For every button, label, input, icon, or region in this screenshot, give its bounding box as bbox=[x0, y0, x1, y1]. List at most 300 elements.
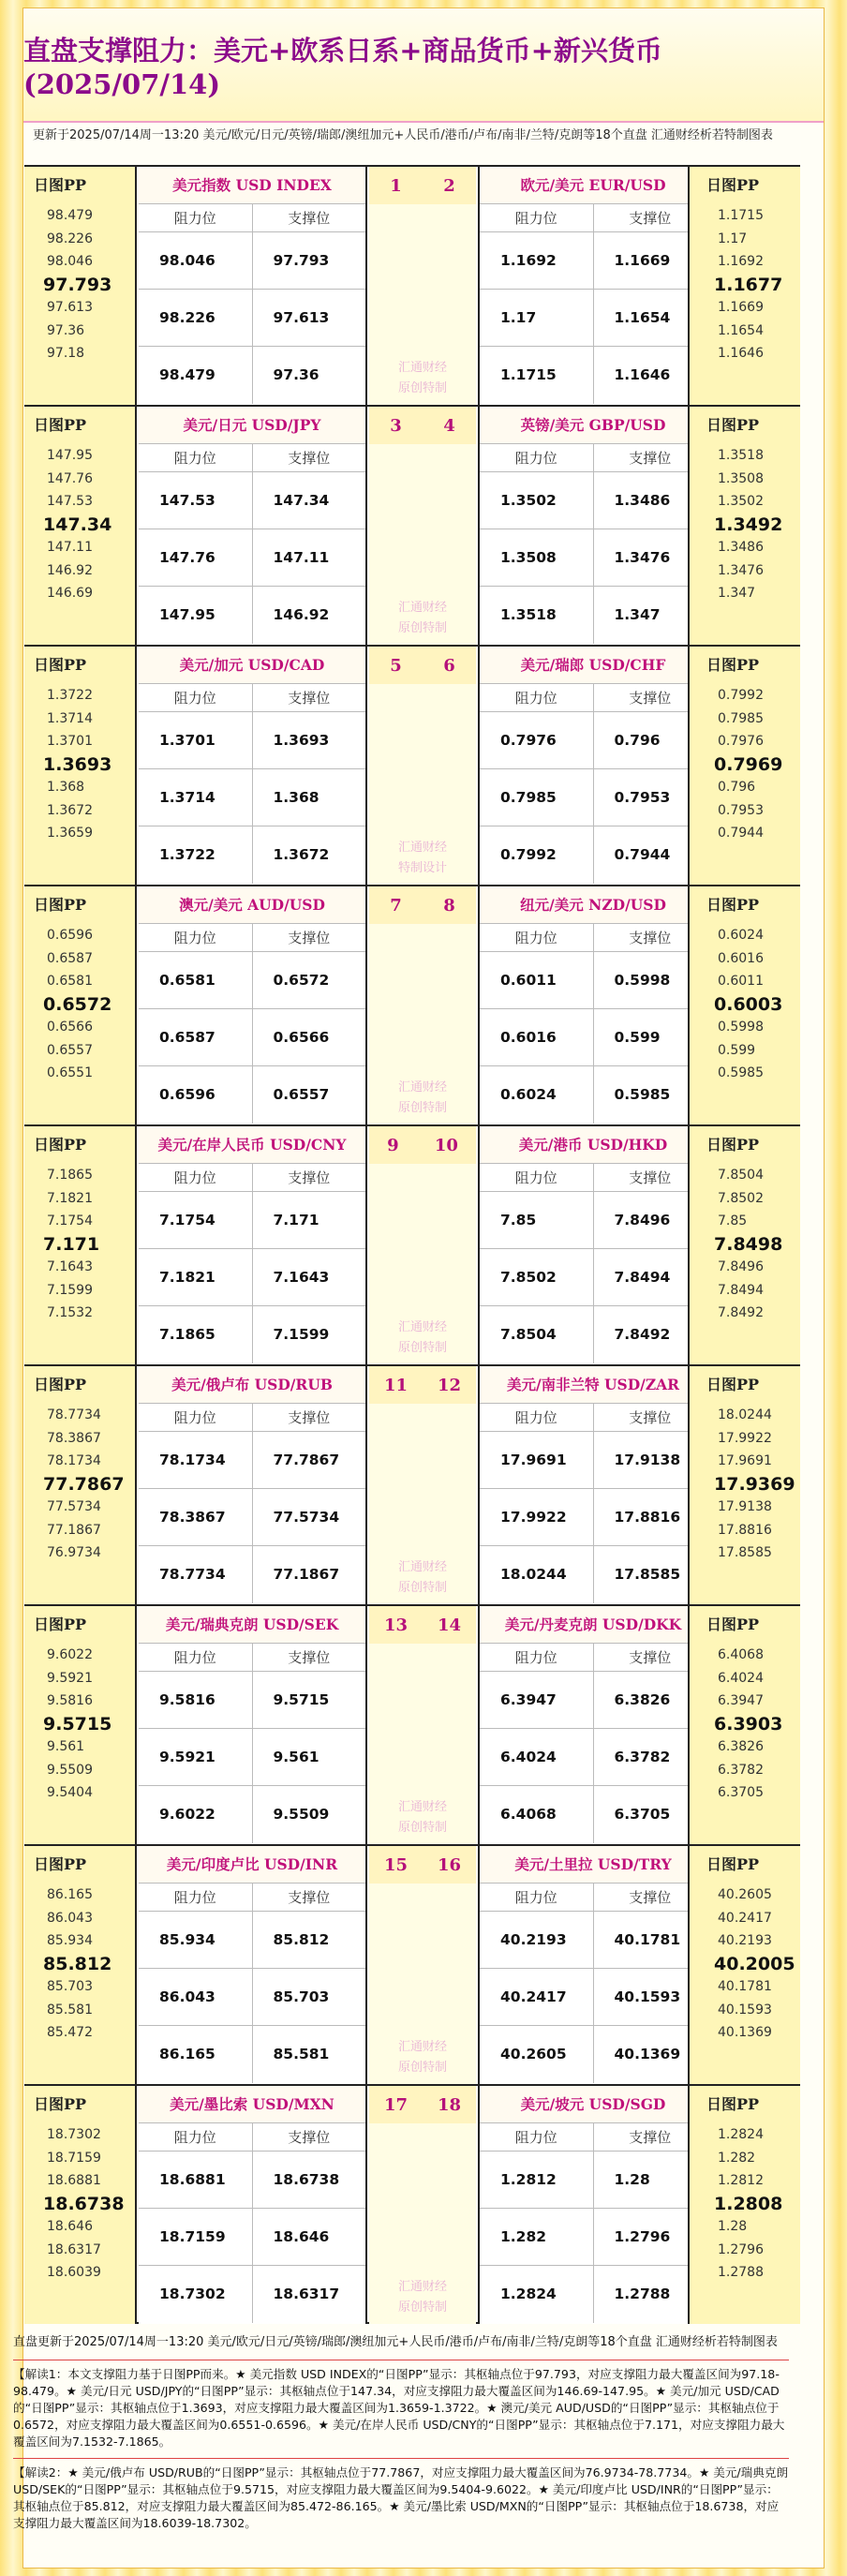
resistance-value: 0.6587 bbox=[139, 1009, 253, 1065]
support-value: 0.5998 bbox=[614, 972, 671, 989]
table-row bbox=[480, 472, 706, 529]
pair-name: 美元/港币 USD/HKD bbox=[480, 1126, 706, 1164]
support-value: 1.3486 bbox=[614, 492, 671, 509]
column-headers bbox=[139, 2123, 365, 2152]
pp-column-left bbox=[24, 167, 137, 405]
pp-header: 日图PP bbox=[34, 1136, 87, 1154]
table-row bbox=[139, 712, 365, 769]
pp-header: 日图PP bbox=[34, 1855, 87, 1873]
left-number: 17 bbox=[383, 2094, 409, 2115]
table-row bbox=[480, 529, 706, 587]
pp-column-right bbox=[688, 407, 800, 645]
resistance-header: 阻力位 bbox=[139, 204, 253, 231]
resistance-value: 1.2812 bbox=[480, 2152, 594, 2208]
pp-level: 0.6011 bbox=[718, 974, 764, 989]
support-value: 77.5734 bbox=[273, 1509, 340, 1526]
pp-level: 18.646 bbox=[47, 2219, 93, 2234]
pp-level: 7.8502 bbox=[718, 1190, 764, 1206]
update-note: 更新于2025/07/14周一13:20 美元/欧元/日元/英镑/瑞郎/澳纽加元+人民币/港币/卢布/南非/兰特/克朗等18个直盘 汇通财经析若特制图表 bbox=[33, 128, 773, 142]
pp-column-right bbox=[688, 886, 800, 1124]
watermark-line: 汇通财经 bbox=[397, 601, 447, 615]
support-value: 7.8494 bbox=[614, 1269, 671, 1286]
support-value: 7.1643 bbox=[273, 1269, 330, 1286]
resistance-header: 阻力位 bbox=[480, 204, 594, 231]
support-value: 1.28 bbox=[614, 2171, 650, 2188]
support-value: 77.7867 bbox=[273, 1452, 340, 1468]
pp-level: 9.561 bbox=[47, 1739, 85, 1754]
block-numbers bbox=[369, 167, 476, 204]
table-row bbox=[139, 1786, 365, 1843]
pp-level: 9.5509 bbox=[47, 1762, 93, 1778]
pp-level: 0.5998 bbox=[718, 1020, 764, 1035]
column-headers bbox=[480, 684, 706, 712]
pp-level: 0.6551 bbox=[47, 1065, 93, 1080]
resistance-header: 阻力位 bbox=[139, 684, 253, 711]
pp-header: 日图PP bbox=[34, 656, 87, 674]
pivot-value: 0.6572 bbox=[43, 993, 112, 1015]
support-value: 147.11 bbox=[273, 549, 330, 566]
support-value: 6.3826 bbox=[614, 1691, 671, 1708]
table-row bbox=[480, 952, 706, 1009]
support-value: 85.703 bbox=[273, 1988, 330, 2005]
table-row bbox=[480, 2266, 706, 2323]
resistance-value: 147.76 bbox=[139, 529, 253, 586]
resistance-value: 0.6016 bbox=[480, 1009, 594, 1065]
pp-header: 日图PP bbox=[34, 896, 87, 914]
pp-level: 9.6022 bbox=[47, 1647, 93, 1662]
resistance-value: 18.7159 bbox=[139, 2209, 253, 2265]
column-headers bbox=[139, 1404, 365, 1432]
pp-header: 日图PP bbox=[34, 176, 87, 194]
pair-name: 美元/瑞郎 USD/CHF bbox=[480, 647, 706, 684]
support-value: 1.368 bbox=[273, 789, 319, 806]
support-value: 147.34 bbox=[273, 492, 330, 509]
table-row bbox=[480, 1009, 706, 1066]
pp-level: 1.2788 bbox=[718, 2265, 764, 2280]
pp-level: 18.7302 bbox=[47, 2127, 101, 2142]
pp-level: 97.36 bbox=[47, 322, 85, 338]
pp-level: 40.2605 bbox=[718, 1887, 772, 1902]
resistance-value: 9.5816 bbox=[139, 1672, 253, 1728]
pp-level: 1.3518 bbox=[718, 448, 764, 463]
support-header: 支撑位 bbox=[288, 1169, 331, 1186]
table-row bbox=[139, 1192, 365, 1249]
pivot-value: 77.7867 bbox=[43, 1473, 125, 1495]
pair-name: 美元/俄卢布 USD/RUB bbox=[139, 1366, 365, 1404]
table-row bbox=[480, 769, 706, 826]
table-row bbox=[480, 1489, 706, 1546]
resistance-value: 1.3508 bbox=[480, 529, 594, 586]
pair-table-left bbox=[139, 1846, 367, 2084]
column-headers bbox=[480, 1644, 706, 1672]
support-header: 支撑位 bbox=[288, 930, 331, 946]
support-value: 0.6557 bbox=[273, 1086, 330, 1103]
resistance-value: 18.0244 bbox=[480, 1546, 594, 1603]
pair-name: 美元/印度卢比 USD/INR bbox=[139, 1846, 365, 1884]
pp-header: 日图PP bbox=[34, 1376, 87, 1393]
table-row bbox=[480, 1066, 706, 1124]
left-number: 3 bbox=[390, 415, 402, 436]
table-row bbox=[139, 1432, 365, 1489]
pp-level: 7.1599 bbox=[47, 1282, 93, 1298]
resistance-header: 阻力位 bbox=[480, 1884, 594, 1911]
pp-level: 98.046 bbox=[47, 254, 93, 269]
resistance-value: 86.165 bbox=[139, 2026, 253, 2083]
pp-level: 17.8816 bbox=[718, 1522, 772, 1538]
pp-level: 18.7159 bbox=[47, 2150, 101, 2166]
pair-name: 欧元/美元 EUR/USD bbox=[480, 167, 706, 204]
right-number: 8 bbox=[443, 895, 455, 916]
pivot-value: 147.34 bbox=[43, 514, 112, 535]
pair-table-left bbox=[139, 2086, 367, 2324]
support-value: 1.2796 bbox=[614, 2228, 671, 2245]
support-value: 17.9138 bbox=[614, 1452, 681, 1468]
pair-table-left bbox=[139, 886, 367, 1124]
pp-level: 1.282 bbox=[718, 2150, 756, 2166]
table-row bbox=[139, 2152, 365, 2209]
pp-level: 0.7976 bbox=[718, 734, 764, 749]
pp-column-right bbox=[688, 1366, 800, 1604]
pp-level: 1.3722 bbox=[47, 688, 93, 703]
table-row bbox=[139, 290, 365, 347]
resistance-value: 7.1865 bbox=[139, 1306, 253, 1363]
support-value: 40.1781 bbox=[614, 1931, 681, 1948]
table-row bbox=[139, 1969, 365, 2026]
support-header: 支撑位 bbox=[629, 690, 672, 707]
table-row bbox=[480, 1432, 706, 1489]
resistance-value: 18.7302 bbox=[139, 2266, 253, 2323]
pp-level: 0.599 bbox=[718, 1042, 756, 1058]
resistance-value: 0.7985 bbox=[480, 769, 594, 826]
resistance-value: 1.3722 bbox=[139, 826, 253, 884]
resistance-header: 阻力位 bbox=[139, 1404, 253, 1431]
left-number: 7 bbox=[390, 895, 402, 916]
support-value: 1.3672 bbox=[273, 846, 330, 863]
table-row bbox=[480, 1546, 706, 1603]
pair-name: 美元/土里拉 USD/TRY bbox=[480, 1846, 706, 1884]
pp-header: 日图PP bbox=[706, 2095, 760, 2113]
pair-block bbox=[24, 165, 800, 405]
right-number: 14 bbox=[437, 1615, 462, 1635]
pp-level: 40.2417 bbox=[718, 1910, 772, 1926]
pivot-value: 0.6003 bbox=[714, 993, 783, 1015]
pivot-value: 7.171 bbox=[43, 1233, 100, 1255]
pp-level: 85.703 bbox=[47, 1979, 93, 1994]
block-center bbox=[369, 407, 476, 645]
table-row bbox=[480, 1192, 706, 1249]
pair-table-right bbox=[478, 647, 706, 885]
table-row bbox=[480, 1249, 706, 1306]
support-value: 40.1593 bbox=[614, 1988, 681, 2005]
pp-column-left bbox=[24, 647, 137, 885]
pivot-value: 85.812 bbox=[43, 1953, 112, 1974]
left-number: 13 bbox=[383, 1615, 409, 1635]
column-headers bbox=[480, 204, 706, 232]
pp-column-right bbox=[688, 1846, 800, 2084]
pp-level: 146.69 bbox=[47, 586, 93, 601]
pp-level: 7.8504 bbox=[718, 1168, 764, 1183]
watermark-line: 原创特制 bbox=[397, 2061, 447, 2075]
pp-level: 0.6024 bbox=[718, 928, 764, 943]
pivot-value: 17.9369 bbox=[714, 1473, 795, 1495]
resistance-header: 阻力位 bbox=[480, 924, 594, 951]
support-header: 支撑位 bbox=[288, 1409, 331, 1426]
block-numbers bbox=[369, 1606, 476, 1644]
resistance-value: 0.6024 bbox=[480, 1066, 594, 1124]
notes-section bbox=[13, 2330, 789, 2539]
resistance-value: 18.6881 bbox=[139, 2152, 253, 2208]
pp-column-left bbox=[24, 1126, 137, 1364]
support-value: 6.3705 bbox=[614, 1806, 671, 1823]
resistance-value: 17.9691 bbox=[480, 1432, 594, 1488]
pp-column-left bbox=[24, 1366, 137, 1604]
table-row bbox=[480, 290, 706, 347]
table-row bbox=[139, 232, 365, 290]
table-row bbox=[139, 2026, 365, 2083]
pp-column-right bbox=[688, 647, 800, 885]
pp-level: 17.8585 bbox=[718, 1545, 772, 1560]
support-value: 97.793 bbox=[273, 252, 330, 269]
block-center bbox=[369, 1366, 476, 1604]
watermark-line: 原创特制 bbox=[397, 2301, 447, 2315]
pivot-value: 97.793 bbox=[43, 274, 112, 295]
support-value: 9.5715 bbox=[273, 1691, 330, 1708]
column-headers bbox=[139, 204, 365, 232]
pp-level: 0.7953 bbox=[718, 802, 764, 818]
pp-level: 85.581 bbox=[47, 2002, 93, 2018]
table-row bbox=[480, 1672, 706, 1729]
support-value: 85.812 bbox=[273, 1931, 330, 1948]
pair-table-right bbox=[478, 1606, 706, 1844]
pp-column-left bbox=[24, 1846, 137, 2084]
support-value: 6.3782 bbox=[614, 1749, 671, 1765]
pivot-value: 9.5715 bbox=[43, 1713, 112, 1735]
right-number: 6 bbox=[443, 655, 455, 676]
left-number: 15 bbox=[383, 1854, 409, 1875]
pp-header: 日图PP bbox=[706, 1616, 760, 1633]
resistance-value: 7.8504 bbox=[480, 1306, 594, 1363]
block-center bbox=[369, 647, 476, 885]
pp-level: 9.5404 bbox=[47, 1785, 93, 1800]
notes-divider bbox=[13, 2458, 789, 2459]
watermark-line: 汇通财经 bbox=[397, 1320, 447, 1334]
pp-level: 1.1715 bbox=[718, 208, 764, 223]
pp-column-right bbox=[688, 2086, 800, 2324]
table-row bbox=[480, 1969, 706, 2026]
resistance-value: 1.1715 bbox=[480, 347, 594, 404]
column-headers bbox=[139, 1884, 365, 1912]
pp-level: 7.1865 bbox=[47, 1168, 93, 1183]
pair-block bbox=[24, 1124, 800, 1364]
pp-header: 日图PP bbox=[34, 1616, 87, 1633]
pair-table-left bbox=[139, 1366, 367, 1604]
pp-level: 98.226 bbox=[47, 231, 93, 246]
pp-level: 1.3714 bbox=[47, 710, 93, 726]
pp-level: 1.3508 bbox=[718, 470, 764, 486]
pp-column-left bbox=[24, 407, 137, 645]
pair-block bbox=[24, 885, 800, 1124]
support-value: 17.8816 bbox=[614, 1509, 681, 1526]
right-number: 12 bbox=[437, 1375, 462, 1395]
pp-level: 78.1734 bbox=[47, 1453, 101, 1468]
block-center bbox=[369, 1606, 476, 1844]
pp-level: 40.1593 bbox=[718, 2002, 772, 2018]
resistance-value: 78.3867 bbox=[139, 1489, 253, 1545]
column-headers bbox=[139, 444, 365, 472]
pp-level: 76.9734 bbox=[47, 1545, 101, 1560]
pair-table-left bbox=[139, 647, 367, 885]
column-headers bbox=[139, 1644, 365, 1672]
support-value: 97.613 bbox=[273, 309, 330, 326]
watermark-line: 汇通财经 bbox=[397, 841, 447, 855]
block-numbers bbox=[369, 1846, 476, 1884]
table-row bbox=[139, 1066, 365, 1124]
support-value: 1.1669 bbox=[614, 252, 671, 269]
resistance-value: 6.4024 bbox=[480, 1729, 594, 1785]
pp-header: 日图PP bbox=[706, 1376, 760, 1393]
watermark-line: 原创特制 bbox=[397, 1341, 447, 1355]
table-row bbox=[480, 2026, 706, 2083]
support-value: 97.36 bbox=[273, 366, 319, 383]
resistance-value: 98.046 bbox=[139, 232, 253, 289]
left-number: 1 bbox=[390, 175, 402, 196]
pp-level: 0.6596 bbox=[47, 928, 93, 943]
pp-level: 85.472 bbox=[47, 2025, 93, 2040]
watermark-line: 原创特制 bbox=[397, 1101, 447, 1115]
column-headers bbox=[480, 924, 706, 952]
resistance-header: 阻力位 bbox=[480, 1164, 594, 1191]
pair-name: 澳元/美元 AUD/USD bbox=[139, 886, 365, 924]
resistance-value: 7.1754 bbox=[139, 1192, 253, 1248]
support-value: 9.5509 bbox=[273, 1806, 330, 1823]
pp-level: 1.28 bbox=[718, 2219, 748, 2234]
watermark bbox=[369, 358, 476, 399]
pair-table-left bbox=[139, 407, 367, 645]
support-value: 0.796 bbox=[614, 732, 661, 749]
pp-level: 1.1646 bbox=[718, 346, 764, 361]
notes-updated: 直盘更新于2025/07/14周一13:20 美元/欧元/日元/英镑/瑞郎/澳纽加元+人民币/港币/卢布/南非/兰特/克朗等18个直盘 汇通财经析若特制图表 bbox=[13, 2330, 789, 2360]
resistance-value: 1.282 bbox=[480, 2209, 594, 2265]
resistance-value: 0.6596 bbox=[139, 1066, 253, 1124]
support-header: 支撑位 bbox=[629, 1649, 672, 1666]
resistance-header: 阻力位 bbox=[480, 1404, 594, 1431]
watermark-line: 原创特制 bbox=[397, 381, 447, 395]
pp-level: 18.6039 bbox=[47, 2265, 101, 2280]
resistance-header: 阻力位 bbox=[480, 684, 594, 711]
pp-column-right bbox=[688, 1126, 800, 1364]
table-row bbox=[139, 1009, 365, 1066]
resistance-header: 阻力位 bbox=[139, 1644, 253, 1671]
pair-name: 纽元/美元 NZD/USD bbox=[480, 886, 706, 924]
support-header: 支撑位 bbox=[629, 450, 672, 467]
right-number: 2 bbox=[443, 175, 455, 196]
table-row bbox=[139, 826, 365, 884]
resistance-value: 98.479 bbox=[139, 347, 253, 404]
pp-level: 18.6881 bbox=[47, 2173, 101, 2188]
table-row bbox=[139, 529, 365, 587]
watermark-line: 特制设计 bbox=[397, 861, 447, 875]
table-row bbox=[480, 1306, 706, 1363]
watermark bbox=[369, 838, 476, 879]
resistance-value: 6.4068 bbox=[480, 1786, 594, 1843]
pp-header: 日图PP bbox=[706, 176, 760, 194]
support-value: 146.92 bbox=[273, 606, 330, 623]
pivot-value: 1.1677 bbox=[714, 274, 783, 295]
support-value: 18.646 bbox=[273, 2228, 330, 2245]
resistance-header: 阻力位 bbox=[139, 1164, 253, 1191]
table-row bbox=[480, 1729, 706, 1786]
pp-level: 0.6557 bbox=[47, 1042, 93, 1058]
block-center bbox=[369, 2086, 476, 2324]
pp-level: 1.3672 bbox=[47, 802, 93, 818]
resistance-value: 1.3714 bbox=[139, 769, 253, 826]
pivot-value: 40.2005 bbox=[714, 1953, 795, 1974]
block-center bbox=[369, 886, 476, 1124]
column-headers bbox=[480, 2123, 706, 2152]
column-headers bbox=[480, 1884, 706, 1912]
watermark-line: 汇通财经 bbox=[397, 1800, 447, 1814]
pp-level: 6.4068 bbox=[718, 1647, 764, 1662]
support-header: 支撑位 bbox=[288, 690, 331, 707]
table-row bbox=[480, 347, 706, 404]
pp-level: 9.5816 bbox=[47, 1693, 93, 1708]
pp-header: 日图PP bbox=[706, 1136, 760, 1154]
pair-table-right bbox=[478, 2086, 706, 2324]
pp-level: 40.1369 bbox=[718, 2025, 772, 2040]
resistance-value: 86.043 bbox=[139, 1969, 253, 2025]
support-value: 7.171 bbox=[273, 1212, 319, 1228]
pp-level: 7.85 bbox=[718, 1214, 748, 1228]
support-header: 支撑位 bbox=[288, 210, 331, 227]
pp-level: 7.8496 bbox=[718, 1259, 764, 1274]
pp-level: 0.6016 bbox=[718, 950, 764, 966]
resistance-header: 阻力位 bbox=[139, 1884, 253, 1911]
support-header: 支撑位 bbox=[629, 210, 672, 227]
table-row bbox=[139, 1249, 365, 1306]
support-value: 17.8585 bbox=[614, 1566, 681, 1583]
resistance-value: 0.7976 bbox=[480, 712, 594, 768]
table-row bbox=[139, 587, 365, 644]
table-row bbox=[139, 1672, 365, 1729]
pivot-value: 0.7969 bbox=[714, 753, 783, 775]
pp-level: 17.9922 bbox=[718, 1430, 772, 1446]
support-header: 支撑位 bbox=[629, 930, 672, 946]
watermark bbox=[369, 2037, 476, 2078]
pp-level: 98.479 bbox=[47, 208, 93, 223]
support-value: 1.3693 bbox=[273, 732, 330, 749]
watermark-line: 原创特制 bbox=[397, 621, 447, 635]
table-row bbox=[480, 1786, 706, 1843]
support-value: 1.347 bbox=[614, 606, 661, 623]
pair-block bbox=[24, 2084, 800, 2324]
resistance-value: 40.2605 bbox=[480, 2026, 594, 2083]
left-number: 5 bbox=[390, 655, 402, 676]
pair-name: 美元/日元 USD/JPY bbox=[139, 407, 365, 444]
pp-level: 40.2193 bbox=[718, 1933, 772, 1948]
support-header: 支撑位 bbox=[629, 1409, 672, 1426]
block-numbers bbox=[369, 407, 476, 444]
resistance-value: 0.6581 bbox=[139, 952, 253, 1008]
support-value: 0.599 bbox=[614, 1029, 661, 1046]
right-number: 4 bbox=[443, 415, 455, 436]
pp-header: 日图PP bbox=[706, 896, 760, 914]
table-row bbox=[139, 1489, 365, 1546]
support-value: 0.5985 bbox=[614, 1086, 671, 1103]
resistance-value: 1.17 bbox=[480, 290, 594, 346]
table-row bbox=[139, 952, 365, 1009]
pp-level: 6.3705 bbox=[718, 1785, 764, 1800]
support-value: 18.6738 bbox=[273, 2171, 340, 2188]
